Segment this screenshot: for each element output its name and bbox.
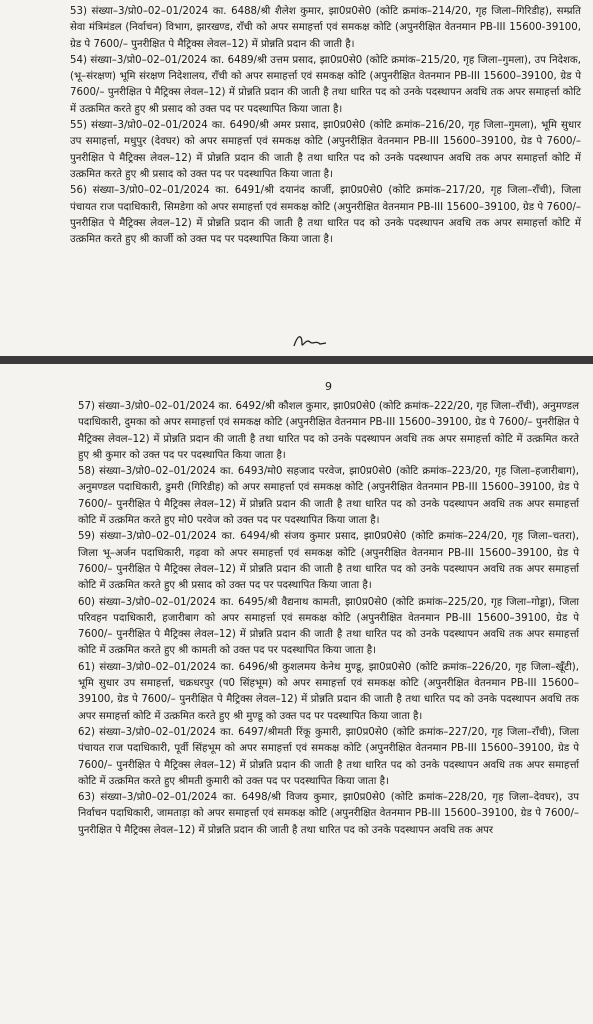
order-entry-60: 60) संख्या–3/प्रो0–02–01/2024 का. 6495/श्री वैद्यनाथ कामती, झा0प्र0से0 (कोटि क्रमांक–225/20, गृह जिला–गोड्डा), जिला परिवहन पदाधिकारी, हजारीबाग को अपर समाहर्त्ता एवं समकक्ष कोटि (अपुनरीक्षित वेतनमान PB-III 15600–39100, ग्रेड पे 7600/– पुनरीक्षित पे मैट्रिक्स लेवल–12) में प्रोन्नति प्रदान की जाती है तथा धारित पद को उनके पदस्थापन अवधि तक अपर समाहर्त्ता कोटि में उत्क्रमित करते हुए श्री कामती को उक्त पद पर पदस्थापित किया जाता है। bbox=[78, 596, 579, 657]
order-entry-56: 56) संख्या–3/प्रो0–02–01/2024 का. 6491/श्री दयानंद कार्जी, झा0प्र0से0 (कोटि क्रमांक–217/20, गृह जिला–राँची), जिला पंचायत राज पदाधिकारी, सिमडेगा को अपर समाहर्त्ता एवं समकक्ष कोटि (अपुनरीक्षित वेतनमान PB-III 15600–39100, ग्रेड पे 7600/– पुनरीक्षित पे मैट्रिक्स लेवल–12) में प्रोन्नति प्रदान की जाती है तथा धारित पद को उनके पदस्थापन अवधि तक अपर समाहर्त्ता कोटि में उत्क्रमित करते हुए श्री कार्जी को उक्त पद पर पदस्थापित किया जाता है। bbox=[70, 185, 581, 246]
page-number: 9 bbox=[325, 380, 332, 393]
order-entry-62: 62) संख्या–3/प्रो0–02–01/2024 का. 6497/श्रीमती रिंकू कुमारी, झा0प्र0से0 (कोटि क्रमांक–227/20, गृह जिला–राँची), जिला पंचायत राज पदाधिकारी, पूर्वी सिंहभूम को अपर समाहर्त्ता एवं समकक्ष कोटि (अपुनरीक्षित वेतनमान PB-III 15600–39100, ग्रेड पे 7600/– पुनरीक्षित पे मैट्रिक्स लेवल–12) में प्रोन्नति प्रदान की जाती है तथा धारित पद को उनके पदस्थापन अवधि तक अपर समाहर्त्ता कोटि में उत्क्रमित करते हुए श्रीमती कुमारी को उक्त पद पर पदस्थापित किया जाता है। bbox=[78, 726, 579, 787]
order-entry-57: 57) संख्या–3/प्रो0–02–01/2024 का. 6492/श्री कौशल कुमार, झा0प्र0से0 (कोटि क्रमांक–222/20, गृह जिला–राँची), अनुमण्डल पदाधिकारी, दुमका को अपर समाहर्त्ता एवं समकक्ष कोटि (अपुनरीक्षित वेतनमान PB-III 15600–39100, ग्रेड पे 7600/– पुनरीक्षित पे मैट्रिक्स लेवल–12) में प्रोन्नति प्रदान की जाती है तथा धारित पद को उनके पदस्थापन अवधि तक अपर समाहर्त्ता कोटि में उत्क्रमित करते हुए श्री कुमार को उक्त पद पर पदस्थापित किया जाता है। bbox=[78, 401, 580, 461]
document-page-2 bbox=[0, 364, 593, 1024]
order-entry-54: 54) संख्या–3/प्रो0–02–01/2024 का. 6489/श्री उत्तम प्रसाद, झा0प्र0से0 (कोटि क्रमांक–215/20, गृह जिला–गुमला), उप निदेशक, (भू–संरक्षण) भूमि संरक्षण निदेशालय, राँची को अपर समाहर्त्ता एवं समकक्ष कोटि (अपुनरीक्षित वेतनमान PB-III 15600–39100, ग्रेड पे 7600/– पुनरीक्षित पे मैट्रिक्स लेवल–12) में प्रोन्नति प्रदान की जाती है तथा धारित पद को उनके पदस्थापन अवधि तक अपर समाहर्त्ता कोटि में उत्क्रमित करते हुए श्री प्रसाद को उक्त पद पर पदस्थापित किया जाता है। bbox=[70, 54, 581, 115]
order-entry-55: 55) संख्या–3/प्रो0–02–01/2024 का. 6490/श्री अमर प्रसाद, झा0प्र0से0 (कोटि क्रमांक–216/20, गृह जिला–गुमला), भूमि सुधार उप समाहर्त्ता, मधुपुर (देवघर) को अपर समाहर्त्ता एवं समकक्ष कोटि (अपुनरीक्षित वेतनमान PB-III 15600–39100, ग्रेड पे 7600/– पुनरीक्षित पे मैट्रिक्स लेवल–12) में प्रोन्नति प्रदान की जाती है तथा धारित पद को उनके पदस्थापन अवधि तक अपर समाहर्त्ता कोटि में उत्क्रमित करते हुए श्री प्रसाद को उक्त पद पर पदस्थापित किया जाता है। bbox=[70, 120, 581, 180]
order-entry-53: 53) संख्या–3/प्रो0–02–01/2024 का. 6488/श्री शैलेश कुमार, झा0प्र0से0 (कोटि क्रमांक–214/20, गृह जिला–गिरिडीह), सम्प्रति सेवा मंत्रिमंडल (निर्वाचन) विभाग, झारखण्ड, राँची को अपर समाहर्त्ता एवं समकक्ष कोटि (अपुनरीक्षित वेतनमान PB-III 15600-39100, ग्रेड पे 7600/– पुनरीक्षित पे मैट्रिक्स लेवल–12) में प्रोन्नति प्रदान की जाती है। bbox=[70, 6, 581, 50]
document-page-1 bbox=[0, 0, 593, 356]
order-entry-59: 59) संख्या–3/प्रो0–02–01/2024 का. 6494/श्री संजय कुमार प्रसाद, झा0प्र0से0 (कोटि क्रमांक–224/20, गृह जिला–चतरा), जिला भू–अर्जन पदाधिकारी, गढ़वा को अपर समाहर्त्ता एवं समकक्ष कोटि (अपुनरीक्षित वेतनमान PB-III 15600–39100, ग्रेड पे 7600/– पुनरीक्षित पे मैट्रिक्स लेवल–12) में प्रोन्नति प्रदान की जाती है तथा धारित पद को उनके पदस्थापन अवधि तक अपर समाहर्त्ता कोटि में उत्क्रमित करते हुए श्री प्रसाद को उक्त पद पर पदस्थापित किया जाता है। bbox=[78, 531, 579, 592]
order-entry-61: 61) संख्या–3/प्रो0–02–01/2024 का. 6496/श्री कुशलमय केनेथ मुण्डू, झा0प्र0से0 (कोटि क्रमांक–226/20, गृह जिला–खूँटी), भूमि सुधार उप समाहर्त्ता, चक्रधरपुर (प0 सिंहभूम) को अपर समाहर्त्ता एवं समकक्ष कोटि (अपुनरीक्षित वेतनमान PB-III 15600–39100, ग्रेड पे 7600/– पुनरीक्षित पे मैट्रिक्स लेवल–12) में प्रोन्नति प्रदान की जाती है तथा धारित पद को उनके पदस्थापन अवधि तक अपर समाहर्त्ता कोटि में उत्क्रमित करते हुए श्री मुण्डू को उक्त पद पर पदस्थापित किया जाता है। bbox=[78, 661, 579, 722]
signature-mark bbox=[290, 330, 330, 352]
order-entry-63: 63) संख्या–3/प्रो0–02–01/2024 का. 6498/श्री विजय कुमार, झा0प्र0से0 (कोटि क्रमांक–228/20, गृह जिला–देवघर), उप निर्वाचन पदाधिकारी, जामताड़ा को अपर समाहर्त्ता एवं समकक्ष कोटि (अपुनरीक्षित वेतनमान PB-III 15600–39100, ग्रेड पे 7600/– पुनरीक्षित पे मैट्रिक्स लेवल–12) में प्रोन्नति प्रदान की जाती है तथा धारित पद को उनके पदस्थापन अवधि तक अपर bbox=[78, 792, 579, 836]
order-entry-58: 58) संख्या–3/प्रो0–02–01/2024 का. 6493/मो0 सहजाद परवेज, झा0प्र0से0 (कोटि क्रमांक–223/20, गृह जिला–हजारीबाग), अनुमण्डल पदाधिकारी, डुमरी (गिरिडीह) को अपर समाहर्त्ता एवं समकक्ष कोटि (अपुनरीक्षित वेतनमान PB-III 15600–39100, ग्रेड पे 7600/– पुनरीक्षित पे मैट्रिक्स लेवल–12) में प्रोन्नति प्रदान की जाती है तथा धारित पद को उनके पदस्थापन अवधि तक अपर समाहर्त्ता कोटि में उत्क्रमित करते हुए मो0 परवेज को उक्त पद पर पदस्थापित किया जाता है। bbox=[78, 466, 579, 527]
